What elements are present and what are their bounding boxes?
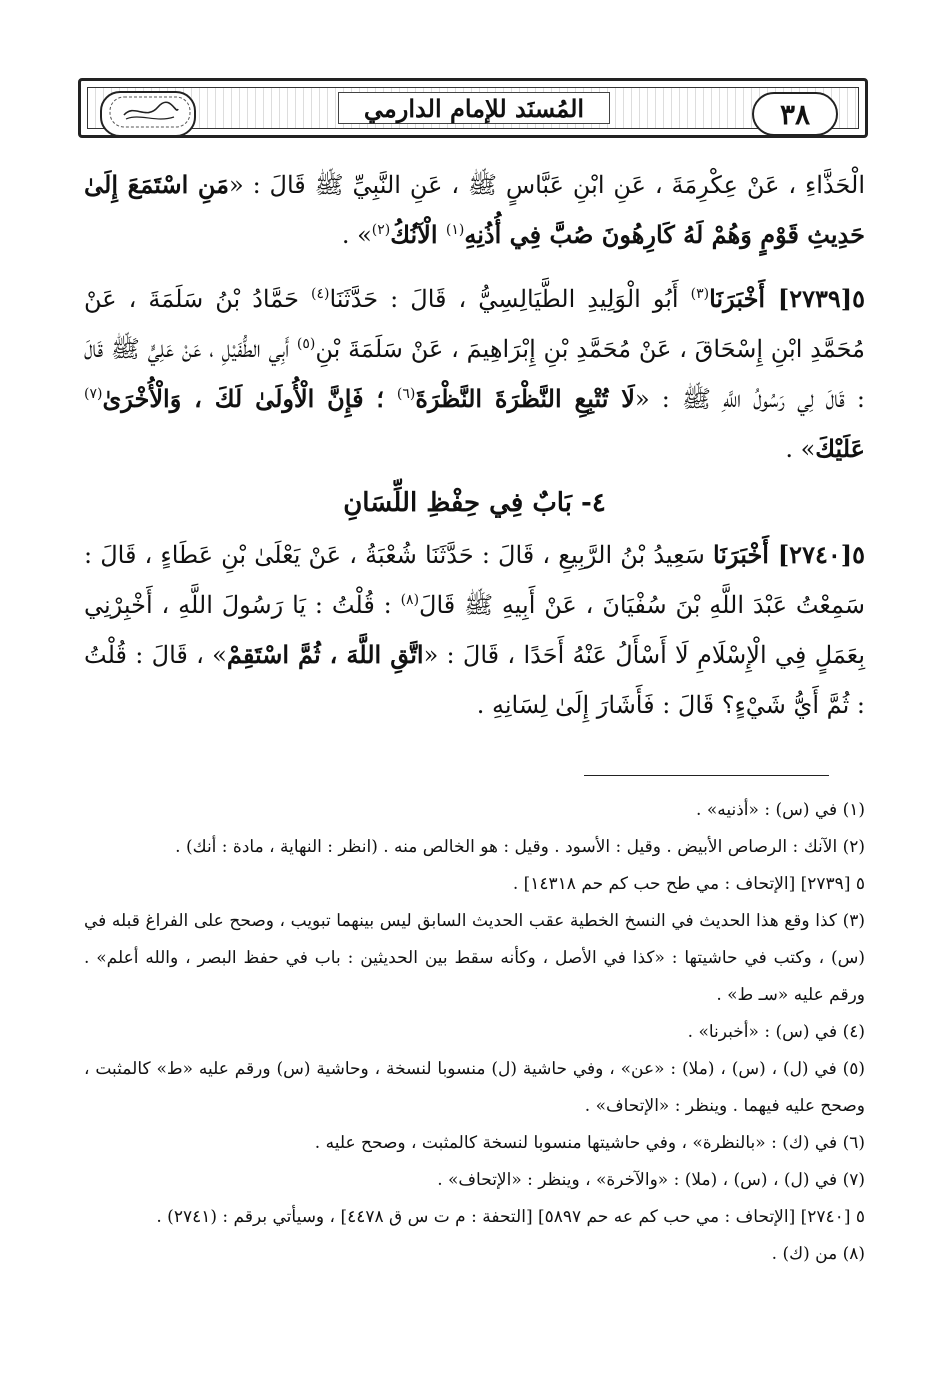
akhbarana-word: أَخْبَرَنَا (712, 540, 778, 569)
hadith-2740 (84, 530, 865, 730)
narration-chain: أَبِي الطُّفَيْلِ ، عَنْ عَلِيٍّ ﷺ قَالَ : قَالَ لِي رَسُولُ اللَّهِ ﷺ : « (84, 335, 865, 413)
footnote-ref-3[interactable]: (٣) (690, 286, 710, 302)
footnote-item: (٨) من (ك) . (771, 1244, 865, 1264)
footnote-ref-5[interactable]: (٥) (296, 336, 316, 352)
footnote-item: (٧) في (ل) ، (س) ، (ملا) : «والآخرة» ، وينظر : «الإتحاف» . (437, 1170, 865, 1190)
prophetic-quote: مَنِ اسْتَمَعَ إِلَىٰ حَدِيثِ قَوْمٍ وَهُمْ لَهُ كَارِهُونَ صُبَّ فِي أُذُنِهِ (84, 170, 865, 249)
footnote-item: (٢) الآنك : الرصاص الأبيض . وقيل : الأسود . وقيل : هو الخالص منه . (انظر : النهاية ، مادة : أنك) . (175, 837, 865, 857)
prophetic-quote: ؛ فَإِنَّ الْأُولَىٰ لَكَ ، وَالْأُخْرَىٰ (102, 384, 397, 413)
book-seal-logo (100, 91, 196, 137)
quote-word: الْآنُكُ (390, 220, 446, 249)
footnote-item: (٣) كذا وقع هذا الحديث في النسخ الخطية عقب الحديث السابق ليس بينهما تبويب ، وصحح على الفراغ قبله في (س) ، وكتب في حاشيتها : «كذا في الأصل ، وكأنه سقط بين الحديثين : باب في حفظ البصر ، والله أعلم» . ورقم عليه «سـ ط» . (84, 911, 865, 1005)
narration-chain: الْحَذَّاءِ ، عَنْ عِكْرِمَةَ ، عَنِ ابْنِ عَبَّاسٍ ﷺ ، عَنِ النَّبِيِّ ﷺ قَالَ : « (229, 171, 865, 199)
footnote-item: ٥ [٢٧٣٩] [الإتحاف : مي طح حب كم حم ١٤٣١٨] . (512, 874, 865, 894)
hadith-2739 (84, 274, 865, 474)
narration-chain: أَبُو الْوَلِيدِ الطَّيَالِسِيُّ ، قَالَ : حَدَّثَنَا (329, 285, 691, 313)
narration-chain: حَمَّادُ بْنُ سَلَمَةَ ، عَنْ مُحَمَّدِ ابْنِ إِسْحَاقَ ، عَنْ مُحَمَّدِ بْنِ إِبْرَاهِيمَ ، عَنْ سَلَمَةَ بْنِ (84, 285, 866, 363)
footnote-divider (584, 775, 829, 776)
footnote-item: (٥) في (ل) ، (س) ، (ملا) : «عن» ، وفي حاشية (ل) منسوبا لنسخة ، وحاشية (س) ورقم عليه «ط» كالمثبت ، وصحح عليه فيهما . وينظر : «الإتحاف» . (84, 1059, 865, 1116)
quote-close: » . (341, 221, 372, 249)
prophetic-quote: عَلَيْكَ (815, 434, 865, 463)
hadith-2738-end (84, 160, 865, 260)
footnote-item: (٦) في (ك) : «بالنظرة» ، وفي حاشيتها منسوبا لنسخة كالمثبت ، وصحح عليه . (314, 1133, 865, 1153)
hadith-marker: ٥ (852, 284, 866, 313)
akhbarana-word: أَخْبَرَنَا (709, 284, 778, 313)
footnote-ref-7[interactable]: (٧) (84, 386, 103, 402)
seal-icon (106, 93, 194, 131)
footnote-item: (١) في (س) : «أذنيه» . (696, 800, 865, 820)
book-title: المُسنَد للإمام الدارمي (338, 92, 610, 124)
hadith-number: [٢٧٤٠] (777, 540, 853, 569)
narration-chain: سَعِيدُ بْنُ الرَّبِيعِ ، قَالَ : حَدَّثَنَا شُعْبَةُ ، عَنْ يَعْلَىٰ بْنِ عَطَاءٍ ، قَالَ : سَمِعْتُ عَبْدَ اللَّهِ بْنَ سُفْيَانَ ، عَنْ أَبِيهِ ﷺ قَالَ (84, 541, 865, 619)
narration-chain: : قُلْتُ : يَا رَسُولَ اللَّهِ ، أَخْبِرْنِي بِعَمَلٍ فِي الْإِسْلَامِ لَا أَسْأَلُ عَنْهُ أَحَدًا ، قَالَ : « (84, 591, 866, 669)
narration-chain: » ، قَالَ : قُلْتُ : ثُمَّ أَيُّ شَيْءٍ؟ قَالَ : فَأَشَارَ إِلَىٰ لِسَانِهِ . (84, 641, 865, 719)
header-ornament-band (87, 87, 859, 129)
quote-close: » . (785, 435, 816, 463)
prophetic-quote: اتَّقِ اللَّهَ ، ثُمَّ اسْتَقِمْ (226, 640, 424, 669)
footnote-item: (٤) في (س) : «أخبرنا» . (687, 1022, 865, 1042)
footnote-ref-6[interactable]: (٦) (396, 386, 416, 402)
footnote-item: ٥ [٢٧٤٠] [الإتحاف : مي حب كم عه حم ٥٨٩٧] [التحفة : م ت س ق ٤٤٧٨] ، وسيأتي برقم : (٢٧٤١) . (156, 1207, 865, 1227)
page-number: ٣٨ (752, 92, 838, 136)
footnote-ref-1[interactable]: (١) (445, 222, 465, 238)
chapter-heading: ٤- بَابٌ فِي حِفْظِ اللِّسَانِ (343, 488, 606, 518)
page-header (78, 78, 868, 138)
footnotes (84, 792, 865, 1273)
footnote-ref-8[interactable]: (٨) (400, 592, 420, 608)
hadith-number: [٢٧٣٩] (777, 284, 853, 313)
footnote-ref-2[interactable]: (٢) (371, 222, 391, 238)
hadith-marker: ٥ (852, 540, 865, 569)
main-text (84, 160, 865, 744)
prophetic-quote: لَا تُتْبِعِ النَّظْرَةَ النَّظْرَةَ (415, 384, 635, 413)
footnote-ref-4[interactable]: (٤) (310, 286, 330, 302)
